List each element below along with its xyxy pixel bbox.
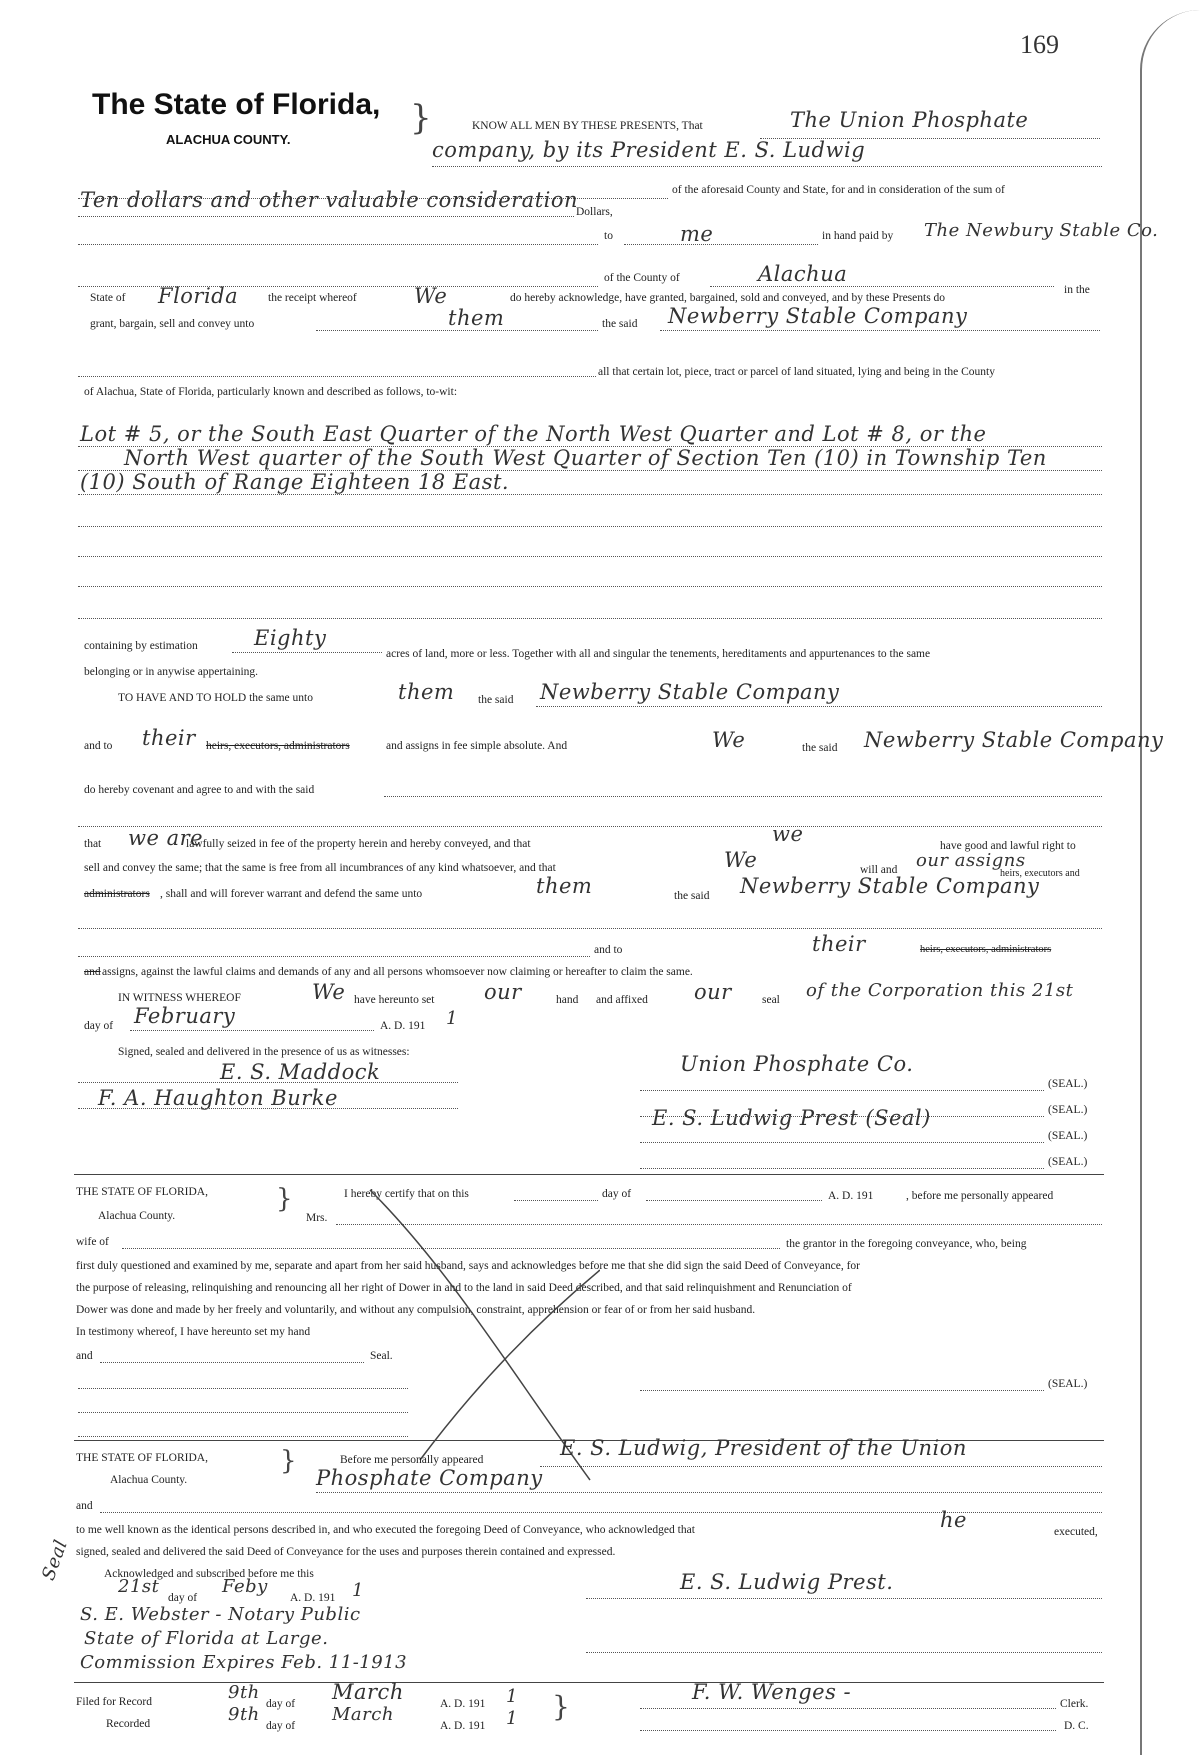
rule — [640, 1390, 1044, 1391]
and-to-hw: their — [142, 726, 196, 750]
text-line: A. D. 191 — [828, 1190, 874, 1202]
covenant-grantee-hw: Newberry Stable Company — [864, 728, 1164, 752]
text-struck: administrators — [84, 888, 150, 900]
rule — [78, 1388, 408, 1389]
legal-line: (10) South of Range Eighteen 18 East. — [80, 470, 510, 494]
rule — [646, 1200, 822, 1201]
text-line: of Alachua, State of Florida, particularly known and described as follows, to-wit: — [84, 386, 458, 398]
ack-month-hw: Feby — [222, 1576, 268, 1597]
text-line: acres of land, more or less. Together with all and singular the tenements, hereditaments and appurtenances to the same — [386, 648, 931, 660]
witness-signature-1: E. S. Maddock — [220, 1060, 381, 1084]
legal-line: North West quarter of the South West Quarter of Section Ten (10) in Township Ten — [124, 446, 1047, 470]
rule — [640, 1730, 1056, 1731]
grant-hw: them — [448, 306, 505, 330]
seal-label: (SEAL.) — [1048, 1078, 1088, 1090]
text-line: Signed, sealed and delivered in the presence of us as witnesses: — [118, 1046, 410, 1058]
and-to-2-hw: their — [812, 932, 866, 956]
text-struck: heirs, executors, administrators — [206, 740, 350, 752]
text-line: assigns, against the lawful claims and demands of any and all persons whomsoever now claiming or hereafter to claim the same. — [102, 966, 693, 978]
text-line: State of — [90, 292, 126, 304]
recorded-ad-hw: 1 — [506, 1708, 518, 1729]
text-line: day of — [168, 1592, 198, 1604]
state-hw: Florida — [158, 284, 239, 308]
text-line: in the — [1064, 284, 1090, 296]
to-hw: me — [680, 222, 714, 246]
text-line: will and — [860, 864, 898, 876]
text-struck: heirs, executors, administrators — [920, 944, 1052, 955]
rule — [78, 556, 1102, 557]
seized-hw: we — [772, 822, 804, 846]
ack-day-hw: 21st — [118, 1576, 160, 1597]
rule — [640, 1142, 1044, 1143]
rule — [78, 216, 574, 217]
rule — [710, 286, 1054, 287]
state-title: The State of Florida, — [92, 88, 381, 121]
text-line: Acknowledged and subscribed before me this — [104, 1568, 314, 1580]
ack-ad-hw: 1 — [352, 1580, 364, 1601]
text-line: and to — [84, 740, 113, 752]
grantor-hw-1: The Union Phosphate — [790, 108, 1029, 132]
text-line: , before me personally appeared — [906, 1190, 1054, 1202]
text-line: the said — [602, 318, 638, 330]
text-line: Dollars, — [576, 206, 613, 218]
filed-ad-hw: 1 — [506, 1686, 518, 1707]
text-line: that — [84, 838, 102, 850]
notary-seal-hw: Seal — [38, 1537, 72, 1584]
warrant-grantee-hw: Newberry Stable Company — [740, 874, 1040, 898]
text-line: A. D. 191 — [290, 1592, 336, 1604]
rule — [78, 1412, 408, 1413]
seal-label: (SEAL.) — [1048, 1156, 1088, 1168]
notary-line: State of Florida at Large. — [84, 1628, 329, 1649]
text-line: have good and lawful right to — [940, 840, 1076, 852]
that-hw: we are — [128, 826, 204, 850]
filed-day-hw: 9th — [228, 1682, 260, 1703]
text-line: executed, — [1054, 1526, 1098, 1538]
text-line: and — [76, 1350, 93, 1362]
hand-hw: our — [484, 980, 522, 1004]
text-line: the said — [674, 890, 710, 902]
receipt-hw: We — [414, 284, 448, 308]
rule — [78, 244, 598, 245]
will-hw: our assigns — [916, 850, 1026, 871]
text-line: day of — [266, 1720, 296, 1732]
text-line: A. D. 191 — [380, 1020, 426, 1032]
text-line: in hand paid by — [822, 230, 894, 242]
recorded-month-hw: March — [332, 1704, 394, 1725]
witness-hw: We — [312, 980, 346, 1004]
text-line: IN WITNESS WHEREOF — [118, 992, 241, 1004]
and-hw: We — [712, 728, 746, 752]
text-line: the said — [478, 694, 514, 706]
text-line: THE STATE OF FLORIDA, — [76, 1452, 208, 1464]
text-line: the grantor in the foregoing conveyance, who, being — [786, 1238, 1027, 1250]
county-title: ALACHUA COUNTY. — [166, 132, 291, 147]
rule — [78, 928, 1102, 929]
rule — [78, 1436, 408, 1437]
rule — [78, 618, 1102, 619]
rule — [384, 796, 1102, 797]
text-line: containing by estimation — [84, 640, 198, 652]
text-line: and to — [594, 944, 623, 956]
rule — [624, 244, 818, 245]
text-line: Filed for Record — [76, 1696, 153, 1708]
header-brace: } — [410, 98, 432, 138]
seal-label: (SEAL.) — [1048, 1130, 1088, 1142]
sell-hw: We — [724, 848, 758, 872]
rule — [78, 286, 598, 287]
text-line: day of — [602, 1188, 632, 1200]
text-line: Alachua County. — [110, 1474, 188, 1486]
text-line: , shall and will forever warrant and defend the same unto — [160, 888, 423, 900]
rule — [130, 1030, 374, 1031]
rule — [232, 652, 382, 653]
text-line: of the County of — [604, 272, 680, 284]
rule — [78, 376, 596, 377]
rule — [536, 706, 1102, 707]
text-line: first duly questioned and examined by me, separate and apart from her said husband, says and acknowledges before me that she did sign the said Deed of Conveyance, for — [76, 1260, 860, 1272]
grantor-signature-1: Union Phosphate Co. — [680, 1052, 914, 1076]
text-line: day of — [84, 1020, 114, 1032]
warrant-hw: them — [536, 874, 593, 898]
rule — [586, 1652, 1102, 1653]
text-line: Seal. — [370, 1350, 393, 1362]
text-line: day of — [266, 1698, 296, 1710]
witness-signature-2: F. A. Haughton Burke — [98, 1086, 338, 1110]
grantor-signature-2: E. S. Ludwig Prest (Seal) — [652, 1106, 931, 1130]
consideration-hw: Ten dollars and other valuable consideration — [80, 188, 579, 212]
text-line: have hereunto set — [354, 994, 435, 1006]
ack-before-hw-2: Phosphate Company — [316, 1466, 543, 1490]
ad-hw: 1 — [446, 1008, 458, 1029]
dower-brace: } — [276, 1184, 293, 1214]
text-line: Dower was done and made by her freely and voluntarily, and without any compulsion, constraint, apprehension or fear of or from her said husband. — [76, 1304, 756, 1316]
record-brace: } — [552, 1690, 570, 1723]
rule — [78, 470, 1102, 471]
text-line: Before me personally appeared — [340, 1454, 484, 1466]
text-line: of the aforesaid County and State, for and in consideration of the sum of — [672, 184, 1005, 196]
text-line: signed, sealed and delivered the said Deed of Conveyance for the uses and purposes therein contained and expressed. — [76, 1546, 616, 1558]
rule — [640, 1708, 1056, 1709]
grantee-hw: Newberry Stable Company — [668, 304, 968, 328]
text-line: to me well known as the identical persons described in, and who executed the foregoing Deed of Conveyance, who acknowledged that — [76, 1524, 695, 1536]
notary-line: Commission Expires Feb. 11-1913 — [80, 1652, 408, 1673]
text-line: TO HAVE AND TO HOLD the same unto — [118, 692, 313, 704]
habendum-hw: them — [398, 680, 455, 704]
rule — [640, 1116, 1044, 1117]
rule — [540, 1466, 1102, 1467]
rule — [432, 166, 1102, 167]
habendum-grantee-hw: Newberry Stable Company — [540, 680, 840, 704]
page-curl — [1140, 10, 1200, 1755]
text-line: wife of — [76, 1236, 109, 1248]
filed-month-hw: March — [332, 1680, 404, 1704]
paid-by-hw: The Newbury Stable Co. — [924, 220, 1159, 241]
rule — [660, 330, 1100, 331]
text-line: A. D. 191 — [440, 1698, 486, 1710]
ack-signature: E. S. Ludwig Prest. — [680, 1570, 894, 1594]
clerk-signature: F. W. Wenges - — [692, 1680, 852, 1704]
page-number: 169 — [1020, 30, 1059, 59]
text-line: Clerk. — [1060, 1698, 1089, 1710]
rule — [586, 1598, 1102, 1599]
rule — [78, 826, 1102, 827]
rule — [640, 1168, 1044, 1169]
rule — [316, 330, 598, 331]
text-line: the receipt whereof — [268, 292, 357, 304]
text-line: hand — [556, 994, 579, 1006]
text-line: THE STATE OF FLORIDA, — [76, 1186, 208, 1198]
text-line: heirs, executors and — [1000, 868, 1080, 879]
text-line: to — [604, 230, 613, 242]
seal-hw: our — [694, 980, 732, 1004]
notary-line: S. E. Webster - Notary Public — [80, 1604, 361, 1625]
text-line: do hereby covenant and agree to and with the said — [84, 784, 315, 796]
text-line: Mrs. — [306, 1212, 328, 1224]
text-line: A. D. 191 — [440, 1720, 486, 1732]
text-struck: and — [84, 966, 101, 978]
recorded-day-hw: 9th — [228, 1704, 260, 1725]
seal-label: (SEAL.) — [1048, 1104, 1088, 1116]
text-line: D. C. — [1064, 1720, 1089, 1732]
text-line: Recorded — [106, 1718, 151, 1730]
text-line: the said — [802, 742, 838, 754]
rule — [78, 586, 1102, 587]
text-line: do hereby acknowledge, have granted, bargained, sold and conveyed, and by these Presents do — [510, 292, 946, 304]
rule — [78, 1082, 458, 1083]
text-line: grant, bargain, sell and convey unto — [90, 318, 255, 330]
text-line: sell and convey the same; that the same is free from all incumbrances of any kind whatsoever, and that — [84, 862, 556, 874]
text-line: and affixed — [596, 994, 648, 1006]
text-line: belonging or in anywise appertaining. — [84, 666, 259, 678]
legal-line: Lot # 5, or the South East Quarter of the North West Quarter and Lot # 8, or the — [80, 422, 987, 446]
rule — [78, 494, 1102, 495]
ack-before-hw-1: E. S. Ludwig, President of the Union — [560, 1436, 967, 1460]
known-hw: he — [940, 1508, 967, 1532]
rule — [316, 1492, 1102, 1493]
month-hw: February — [134, 1004, 236, 1028]
text-line: the purpose of releasing, relinquishing and renouncing all her right of Dower in and to the land in said Deed described, and that said relinquishment and Renunciation of — [76, 1282, 852, 1294]
rule — [640, 1090, 1044, 1091]
text-line: Alachua County. — [98, 1210, 176, 1222]
text-line: I hereby certify that on this — [344, 1188, 469, 1200]
text-line: seal — [762, 994, 780, 1006]
rule — [78, 956, 590, 957]
county-hw: Alachua — [758, 262, 848, 286]
rule — [78, 1108, 458, 1109]
grantor-hw-2: company, by its President E. S. Ludwig — [432, 138, 866, 162]
text-line: all that certain lot, piece, tract or parcel of land situated, lying and being in the County — [598, 366, 995, 378]
text-line: lawfully seized in fee of the property herein and hereby conveyed, and that — [186, 838, 531, 850]
text-line: and — [76, 1500, 93, 1512]
rule — [78, 526, 1102, 527]
acres-hw: Eighty — [254, 626, 327, 650]
rule — [78, 446, 1102, 447]
rule — [100, 1362, 364, 1363]
seal-label: (SEAL.) — [1048, 1378, 1088, 1390]
ack-brace: } — [280, 1446, 297, 1476]
text-line: In testimony whereof, I have hereunto set my hand — [76, 1326, 311, 1338]
of-the-hw: of the Corporation this 21st — [806, 980, 1074, 1001]
intro-text: KNOW ALL MEN BY THESE PRESENTS, That — [472, 120, 703, 132]
text-line: and assigns in fee simple absolute. And — [386, 740, 568, 752]
